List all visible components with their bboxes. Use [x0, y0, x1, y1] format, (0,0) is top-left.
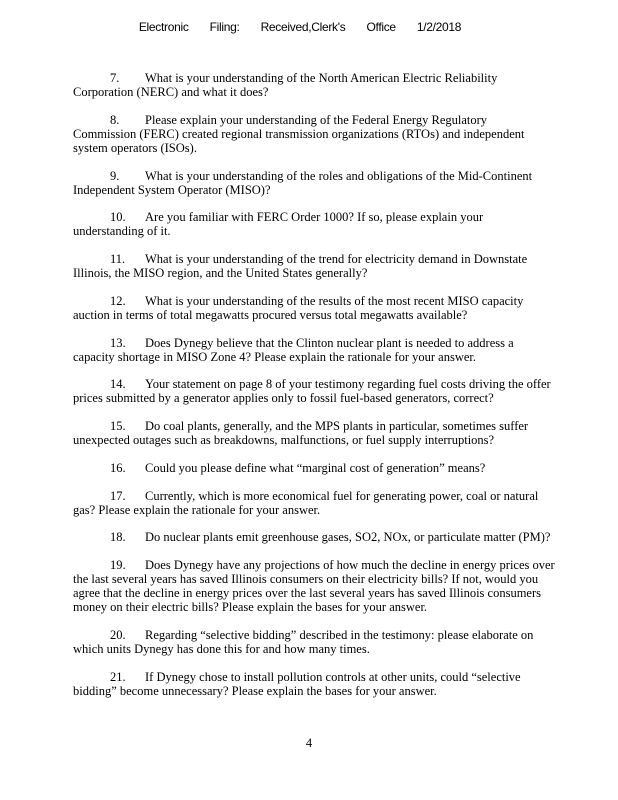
question-line: unexpected outages such as breakdowns, malfunctions, or fuel supply interruptions?	[73, 433, 495, 447]
question-item	[73, 210, 583, 238]
question-text: Are you familiar with FERC Order 1000? If so, please explain your	[145, 210, 484, 224]
header-date: 1/2/2018	[416, 20, 462, 34]
question-item	[73, 558, 583, 614]
header-word: Office	[366, 20, 396, 34]
header-word: Received,Clerk's	[260, 20, 346, 34]
question-number: 17.	[110, 489, 126, 503]
question-number: 16.	[110, 461, 126, 475]
question-item	[73, 461, 583, 475]
question-item	[73, 377, 583, 405]
question-line: understanding of it.	[73, 224, 171, 238]
question-item	[73, 252, 583, 280]
question-line: system operators (ISOs).	[73, 141, 197, 155]
question-text: If Dynegy chose to install pollution controls at other units, could “selective	[145, 670, 521, 684]
filing-header	[0, 20, 600, 34]
question-number: 10.	[110, 210, 126, 224]
question-text: Does Dynegy have any projections of how much the decline in energy prices over	[145, 558, 555, 572]
question-number: 21.	[110, 670, 126, 684]
question-text: What is your understanding of the results of the most recent MISO capacity	[145, 294, 524, 308]
question-number: 12.	[110, 294, 126, 308]
question-item	[73, 71, 583, 99]
question-line: auction in terms of total megawatts procured versus total megawatts available?	[73, 308, 468, 322]
question-text: What is your understanding of the roles and obligations of the Mid-Continent	[145, 169, 533, 183]
question-item	[73, 294, 583, 322]
question-line	[73, 169, 583, 183]
question-line	[73, 294, 583, 308]
question-item	[73, 628, 583, 656]
question-text: Do nuclear plants emit greenhouse gases, SO2, NOx, or particulate matter (PM)?	[145, 530, 551, 544]
question-line: capacity shortage in MISO Zone 4? Please explain the rationale for your answer.	[73, 350, 476, 364]
question-number: 20.	[110, 628, 126, 642]
question-line	[73, 252, 583, 266]
question-line: Illinois, the MISO region, and the United States generally?	[73, 266, 368, 280]
question-number: 8.	[110, 113, 120, 127]
question-line: which units Dynegy has done this for and how many times.	[73, 642, 370, 656]
question-line	[73, 113, 583, 127]
question-line	[73, 628, 583, 642]
question-line	[73, 210, 583, 224]
question-line	[73, 670, 583, 684]
question-line: Corporation (NERC) and what it does?	[73, 85, 269, 99]
question-text: Do coal plants, generally, and the MPS plants in particular, sometimes suffer	[145, 419, 529, 433]
question-text: What is your understanding of the North American Electric Reliability	[145, 71, 498, 85]
question-item	[73, 419, 583, 447]
question-number: 19.	[110, 558, 126, 572]
question-text: What is your understanding of the trend for electricity demand in Downstate	[145, 252, 528, 266]
question-item	[73, 336, 583, 364]
question-line: money on their electric bills? Please explain the bases for your answer.	[73, 600, 428, 614]
question-number: 13.	[110, 336, 126, 350]
question-item	[73, 169, 583, 197]
question-line	[73, 558, 583, 572]
question-text: Does Dynegy believe that the Clinton nuclear plant is needed to address a	[145, 336, 514, 350]
question-line	[73, 419, 583, 433]
question-text: Currently, which is more economical fuel for generating power, coal or natural	[145, 489, 539, 503]
question-number: 9.	[110, 169, 120, 183]
question-line: bidding” become unnecessary? Please explain the bases for your answer.	[73, 684, 437, 698]
question-number: 11.	[110, 252, 126, 266]
question-line: the last several years has saved Illinois consumers on their electricity bills? If not, would you	[73, 572, 539, 586]
question-line	[73, 489, 583, 503]
question-item	[73, 113, 583, 155]
question-text: Your statement on page 8 of your testimony regarding fuel costs driving the offer	[145, 377, 551, 391]
question-line: Commission (FERC) created regional transmission organizations (RTOs) and independent	[73, 127, 525, 141]
question-text: Could you please define what “marginal cost of generation” means?	[145, 461, 486, 475]
question-line: gas? Please explain the rationale for your answer.	[73, 503, 321, 517]
question-text: Regarding “selective bidding” described in the testimony: please elaborate on	[145, 628, 534, 642]
question-line	[73, 71, 583, 85]
question-line: agree that the decline in energy prices over the last several years has saved Illinois consumers	[73, 586, 541, 600]
header-word: Filing:	[209, 20, 240, 34]
question-line	[73, 336, 583, 350]
question-line	[73, 530, 583, 544]
question-number: 14.	[110, 377, 126, 391]
question-number: 18.	[110, 530, 126, 544]
question-item	[73, 489, 583, 517]
question-item	[73, 670, 583, 698]
question-line: Independent System Operator (MISO)?	[73, 183, 271, 197]
question-line	[73, 377, 583, 391]
question-line: prices submitted by a generator applies only to fossil fuel-based generators, correct?	[73, 391, 494, 405]
question-number: 15.	[110, 419, 126, 433]
question-text: Please explain your understanding of the Federal Energy Regulatory	[145, 113, 488, 127]
question-line	[73, 461, 583, 475]
page-number: 4	[305, 736, 313, 750]
question-item	[73, 530, 583, 544]
header-word: Electronic	[138, 20, 189, 34]
question-number: 7.	[110, 71, 120, 85]
